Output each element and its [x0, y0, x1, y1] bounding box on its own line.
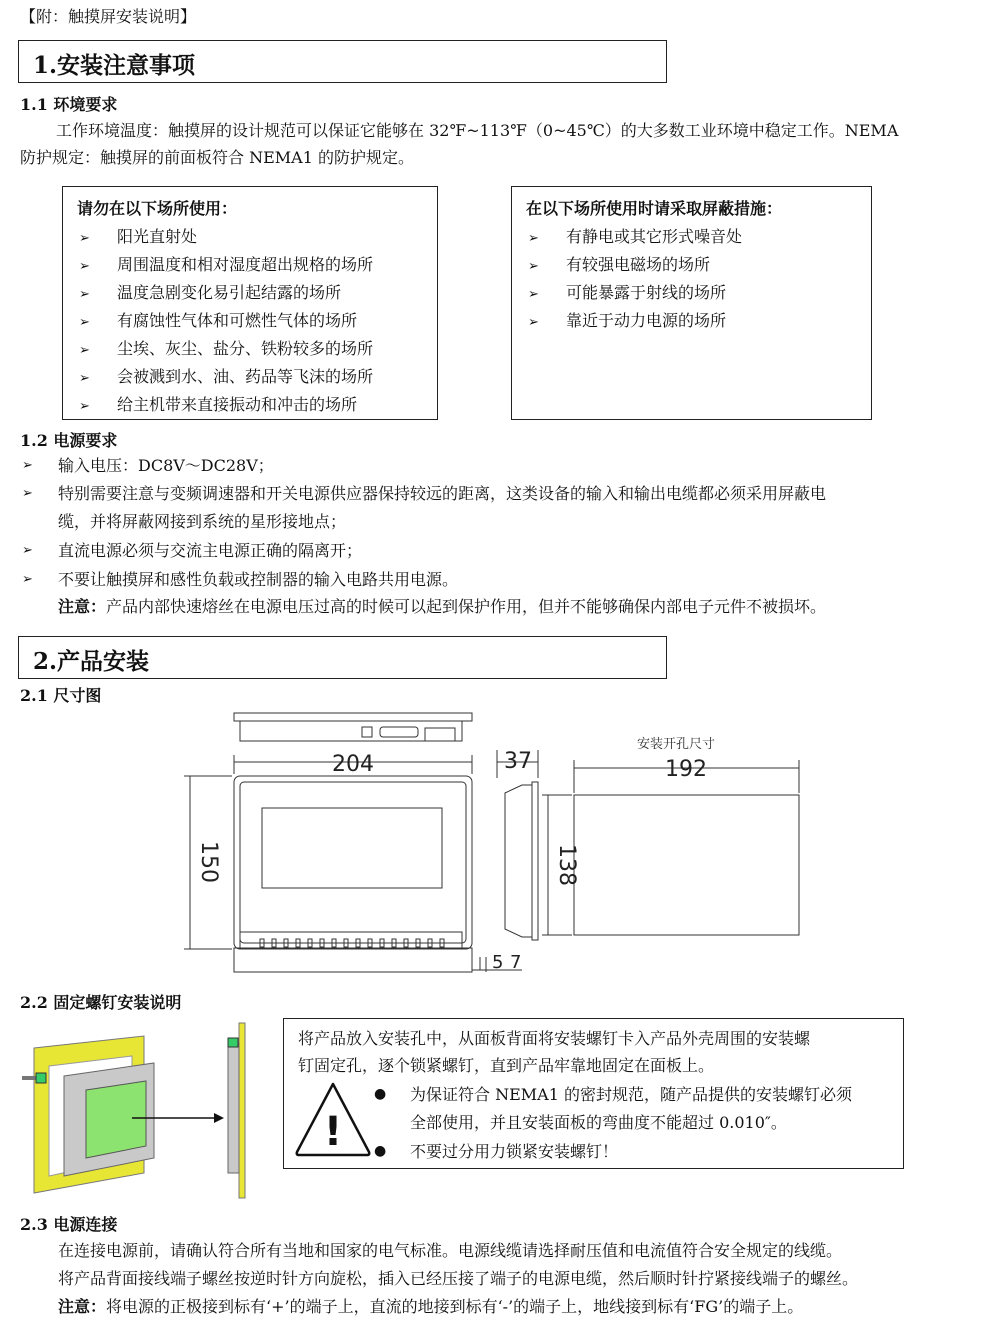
do-not-use-item-text: 有腐蚀性气体和可燃性气体的场所 — [117, 311, 358, 330]
section1-title-box — [18, 40, 667, 83]
screw-text-line1: 将产品放入安装孔中，从面板背面将安装螺钉卡入产品外壳周围的安装螺 — [298, 1029, 811, 1048]
shield-item — [526, 223, 871, 251]
do-not-use-item — [77, 223, 437, 251]
do-not-use-item-text: 温度急剧变化易引起结露的场所 — [117, 283, 342, 302]
arrow-bullet-icon: ➢ — [528, 231, 539, 246]
top-view-body — [240, 721, 462, 741]
dim-depth-label: 37 — [504, 749, 532, 774]
screw-bullet2: 不要过分用力锁紧安装螺钉！ — [410, 1142, 619, 1161]
warning-triangle-icon — [292, 1079, 374, 1159]
do-not-use-item — [77, 335, 437, 363]
power-item-2: ➢ 特别需要注意与变频调速器和开关电源供应器保持较远的距离，这类设备的输入和输出电缆都必须采用屏蔽电 缆，并将屏蔽网接到系统的星形接地点； — [20, 480, 980, 536]
section2-title-box — [18, 636, 667, 679]
do-not-use-item-text: 给主机带来直接振动和冲击的场所 — [117, 395, 358, 414]
shield-box — [511, 186, 872, 420]
power-note-text: 产品内部快速熔丝在电源电压过高的时候可以起到保护作用，但并不能够确保内部电子元件不被损坏。 — [106, 597, 827, 616]
screw-text-line2: 钉固定孔，逐个锁紧螺钉，直到产品牢靠地固定在面板上。 — [298, 1056, 715, 1075]
top-view-panel — [234, 713, 472, 721]
arrow-bullet-icon: ➢ — [79, 231, 90, 246]
arrow-bullet-icon: ➢ — [79, 371, 90, 386]
shield-item — [526, 251, 871, 279]
arrow-bullet-icon: ➢ — [22, 486, 33, 501]
dim-cutout-h-label: 138 — [554, 844, 579, 886]
arrow-icon — [214, 1113, 224, 1123]
power-conn-note-label: 注意： — [58, 1297, 107, 1316]
bottom-view-body — [240, 932, 462, 948]
dim-d1-label: 5 — [492, 952, 504, 973]
arrow-bullet-icon: ➢ — [79, 343, 90, 358]
arrow-bullet-icon: ➢ — [79, 287, 90, 302]
power-conn-note-text: 将电源的正极接到标有‘+’的端子上，直流的地接到标有‘-’的端子上，地线接到标有‘FG’的端子上。 — [106, 1297, 804, 1316]
shield-item-text: 可能暴露于射线的场所 — [566, 283, 727, 302]
dim-width-label: 204 — [332, 752, 374, 777]
dot-bullet-icon: ● — [374, 1143, 387, 1159]
dim-d2-label: 7 — [510, 952, 522, 973]
do-not-use-box — [62, 186, 438, 420]
shield-item-text: 靠近于动力电源的场所 — [566, 311, 727, 330]
power-heading: 1.2 电源要求 — [20, 431, 118, 450]
top-view-terminal — [425, 728, 455, 741]
do-not-use-item-text: 阳光直射处 — [117, 227, 198, 246]
power-conn-heading: 2.3 电源连接 — [20, 1215, 118, 1234]
power-item-1: ➢ 输入电压：DC8V～DC28V； — [20, 452, 274, 480]
device-screen — [86, 1081, 146, 1158]
power-conn-line1: 在连接电源前，请确认符合所有当地和国家的电气标准。电源线缆请选择耐压值和电流值符合安全规定的线缆。 — [58, 1241, 843, 1260]
env-text-line1: 工作环境温度：触摸屏的设计规范可以保证它能够在 32℉~113℉（0~45℃）的大多数工业环境中稳定工作。NEMA — [56, 121, 899, 140]
do-not-use-title: 请勿在以下场所使用： — [77, 199, 238, 218]
page-header: 【附：触摸屏安装说明】 — [20, 7, 197, 26]
cutout-label: 安装开孔尺寸 — [636, 737, 716, 752]
dim-heading: 2.1 尺寸图 — [20, 686, 102, 705]
power-item-4: ➢ 不要让触摸屏和感性负载或控制器的输入电路共用电源。 — [20, 566, 458, 594]
screw-info-box — [283, 1018, 904, 1169]
do-not-use-item-text: 尘埃、灰尘、盐分、铁粉较多的场所 — [117, 339, 374, 358]
do-not-use-item — [77, 307, 437, 335]
screw-bullet1b: 全部使用，并且安装面板的弯曲度不能超过 0.010″。 — [410, 1113, 787, 1132]
env-heading: 1.1 环境要求 — [20, 95, 118, 114]
dim-height-label: 150 — [196, 841, 221, 883]
arrow-bullet-icon: ➢ — [528, 315, 539, 330]
installation-illustration — [14, 1018, 284, 1203]
front-view-outer — [234, 776, 472, 949]
do-not-use-item — [77, 251, 437, 279]
shield-title: 在以下场所使用时请采取屏蔽措施： — [526, 199, 783, 218]
dim-cutout-w-label: 192 — [665, 757, 707, 782]
dot-bullet-icon: ● — [374, 1086, 387, 1102]
do-not-use-item — [77, 391, 437, 419]
side-view-flange — [532, 782, 538, 940]
shield-item — [526, 307, 871, 335]
arrow-bullet-icon: ➢ — [79, 315, 90, 330]
arrow-bullet-icon: ➢ — [22, 458, 33, 473]
arrow-bullet-icon: ➢ — [79, 399, 90, 414]
arrow-bullet-icon: ➢ — [22, 543, 33, 558]
env-text-line2: 防护规定：触摸屏的前面板符合 NEMA1 的防护规定。 — [20, 148, 414, 167]
power-conn-line2: 将产品背面接线端子螺丝按逆时针方向旋松，插入已经压接了端子的电源电缆，然后顺时针拧紧接线端子的螺丝。 — [58, 1269, 859, 1288]
arrow-bullet-icon: ➢ — [528, 259, 539, 274]
side-device — [228, 1043, 239, 1173]
front-view-inner — [240, 782, 466, 943]
side-panel — [239, 1023, 245, 1198]
cutout-rect — [574, 795, 799, 935]
arrow-bullet-icon: ➢ — [79, 259, 90, 274]
section1-title: 1.安装注意事项 — [33, 52, 196, 79]
do-not-use-item-text: 周围温度和相对湿度超出规格的场所 — [117, 255, 374, 274]
section2-title: 2.产品安装 — [33, 648, 150, 675]
arrow-bullet-icon: ➢ — [528, 287, 539, 302]
top-view-port-2 — [380, 727, 418, 737]
svg-text:!: ! — [323, 1109, 343, 1155]
power-item-3: ➢ 直流电源必须与交流主电源正确的隔离开； — [20, 537, 362, 565]
front-view-screen — [262, 808, 442, 888]
shield-item-text: 有静电或其它形式噪音处 — [566, 227, 743, 246]
screw-heading: 2.2 固定螺钉安装说明 — [20, 993, 182, 1012]
arrow-bullet-icon: ➢ — [22, 572, 33, 587]
screw-bullet1a: 为保证符合 NEMA1 的密封规范，随产品提供的安装螺钉必须 — [410, 1085, 852, 1104]
do-not-use-item — [77, 363, 437, 391]
do-not-use-item — [77, 279, 437, 307]
power-note-label: 注意： — [58, 597, 107, 616]
shield-item — [526, 279, 871, 307]
side-view-shape — [505, 785, 532, 937]
shield-item-text: 有较强电磁场的场所 — [566, 255, 711, 274]
do-not-use-item-text: 会被溅到水、油、药品等飞沫的场所 — [117, 367, 374, 386]
top-view-port-1 — [362, 727, 372, 737]
power-conn-note — [58, 1293, 803, 1320]
power-note — [58, 593, 826, 620]
bottom-view-panel — [234, 948, 472, 972]
dimension-drawing — [150, 700, 830, 985]
